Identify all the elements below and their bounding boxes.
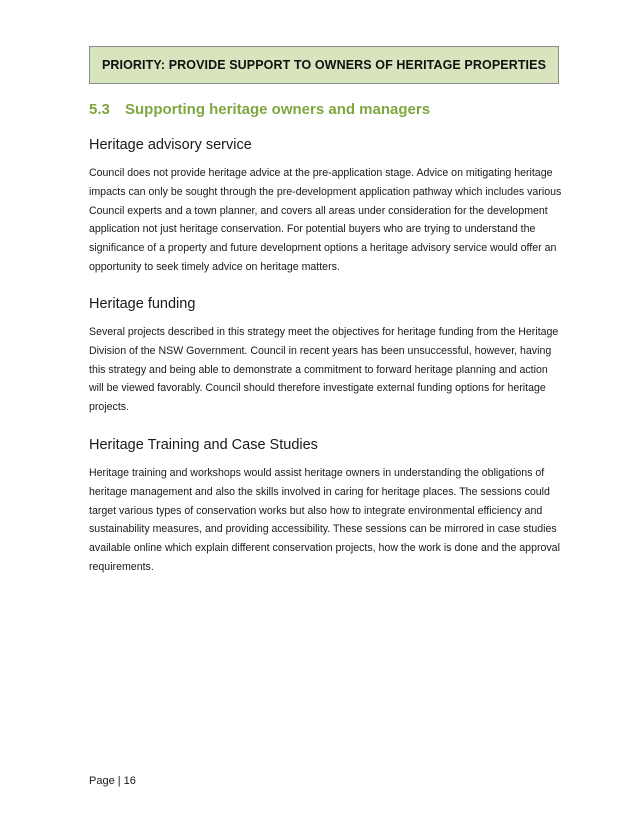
priority-banner: [89, 46, 559, 84]
priority-banner-text: PRIORITY: PROVIDE SUPPORT TO OWNERS OF HERITAGE PROPERTIES: [101, 58, 547, 72]
subheading-training-case-studies: Heritage Training and Case Studies: [89, 437, 318, 453]
section-title: Supporting heritage owners and managers: [125, 101, 431, 118]
paragraph-training-case-studies: Heritage training and workshops would assist heritage owners in understanding the obligations of heritage management and also the skills involved in caring for heritage places. The sessions could target various types of conservation works but also how to integrate environmental efficiency and sustainability measures, and providing accessibility. These sessions can be mirrored in case studies available online which explain different conservation projects, how the work is done and the approval requirements.: [89, 467, 560, 573]
subheading-heritage-funding: Heritage funding: [89, 296, 196, 312]
page-number-footer: Page | 16: [89, 775, 136, 787]
section-heading: [89, 101, 430, 118]
section-number: 5.3: [89, 101, 110, 118]
paragraph-advisory-service: Council does not provide heritage advice at the pre-application stage. Advice on mitigating heritage impacts can only be sought through the pre-development application pathway which includes various Council experts and a town planner, and covers all areas under consideration for the development application not just heritage conservation. For potential buyers who are trying to understand the significance of a property and future development options a heritage advisory service would offer an opportunity to seek timely advice on heritage matters.: [89, 167, 562, 273]
paragraph-heritage-funding: Several projects described in this strategy meet the objectives for heritage funding from the Heritage Division of the NSW Government. Council in recent years has been unsuccessful, however, having this strategy and being able to demonstrate a commitment to forward heritage planning and action will be viewed favorably. Council should therefore investigate external funding options for heritage projects.: [89, 326, 559, 414]
subheading-advisory-service: Heritage advisory service: [89, 137, 252, 153]
